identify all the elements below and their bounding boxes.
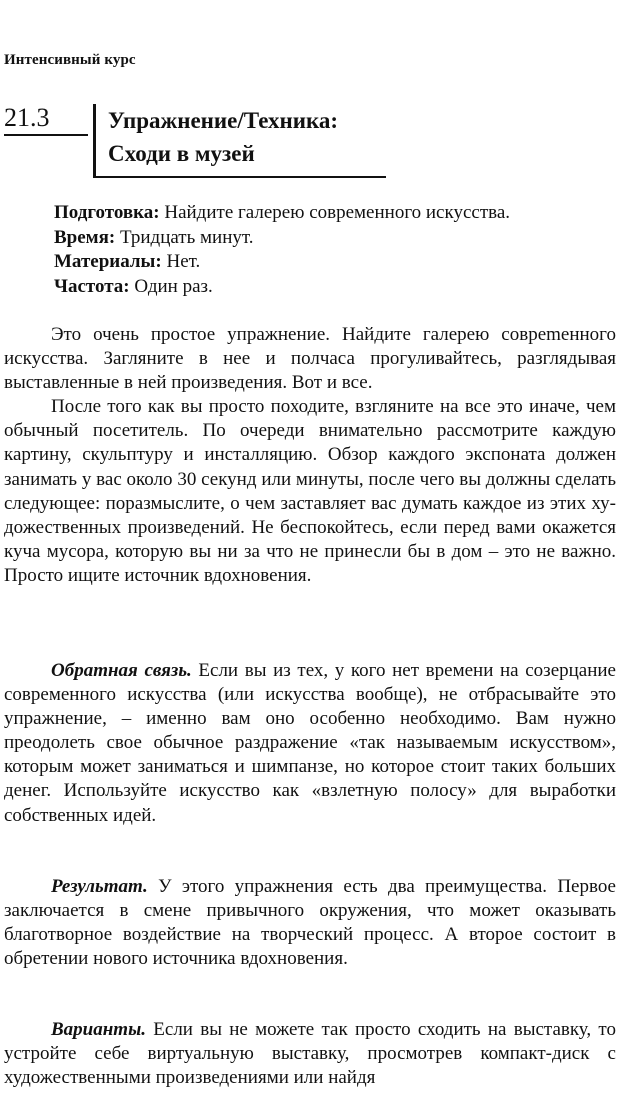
feedback-text: Если вы из тех, у кого нет времени на созерцание современного искусства (или искусства вообще), не отбрасывайте это упражнение, – именно вам оно особенно необходимо. Вам нужно преодолеть свое обычное раздражение «так называемым искусством», которым может заниматься и шимпанзе, но которое стоит таких больших денег. Используйте искусство как «взлетную полосу» для выработки собственных идей. [4,660,616,826]
exercise-meta [54,201,614,299]
meta-time-label: Время: [54,226,116,248]
section-title-line-1: Упражнение/Техника: [108,108,339,133]
meta-frequency [54,275,614,300]
result-section [4,875,616,971]
running-head: Интенсивный курс [4,52,136,68]
meta-frequency-value: Один раз. [129,275,213,297]
variants-text: Если вы не можете так просто сходить на выставку, то устройте себе виртуальную выставку, просмотрев компакт-диск с художественными произведениями или найдя [4,1019,616,1089]
section-title [93,104,386,178]
meta-preparation-value: Найдите галерею современного искусства. [159,202,511,223]
meta-time [54,226,614,251]
paragraph-2: После того как вы просто походите, взгляните на все это иначе, чем обычный посетитель. По очереди внимательно рассмотрите каждую картину, скульптуру и инсталляцию. Обзор каждого экспоната должен занимать у вас около 30 секунд или минуты, после чего вы должны сделать следующее: поразмыслите, о чем заставляет вас думать каждое из этих художественных произведений. Не беспокойтесь, если перед вами окажется куча мусора, которую вы ни за что не принесли бы в дом – это не важно. Просто ищите источник вдохновения. [4,396,616,586]
feedback-section [4,659,616,828]
variants-label: Варианты. [51,1019,146,1040]
paragraph-feedback [4,659,616,828]
meta-time-value: Тридцать минут. [115,226,254,248]
result-label: Результат. [51,876,148,897]
variants-section [4,1018,616,1090]
result-text: У этого упражнения есть два преимущества. Первое заключается в смене привычного окружения, что может оказывать благотворное воздействие на творческий процесс. А второе состоит в обретении нового источника вдохновения. [4,876,616,970]
feedback-label: Обратная связь. [51,660,192,681]
intro-text [4,323,616,588]
meta-preparation [54,201,614,226]
paragraph-result [4,875,616,971]
meta-preparation-label: Подготовка: [54,202,160,223]
meta-materials [54,250,614,275]
paragraph-1: Это очень простое упражнение. Найдите галерею совреmенного искусства. Загляните в нее и полчаса прогуливайтесь, разглядывая выставленные в ней произведения. Вот и все. [4,324,616,394]
meta-frequency-label: Частота: [54,275,130,297]
section-number: 21.3 [4,104,88,136]
meta-materials-label: Материалы: [54,251,162,272]
section-title-line-2: Сходи в музей [108,141,255,166]
meta-materials-value: Нет. [161,251,201,272]
paragraph-variants [4,1018,616,1090]
